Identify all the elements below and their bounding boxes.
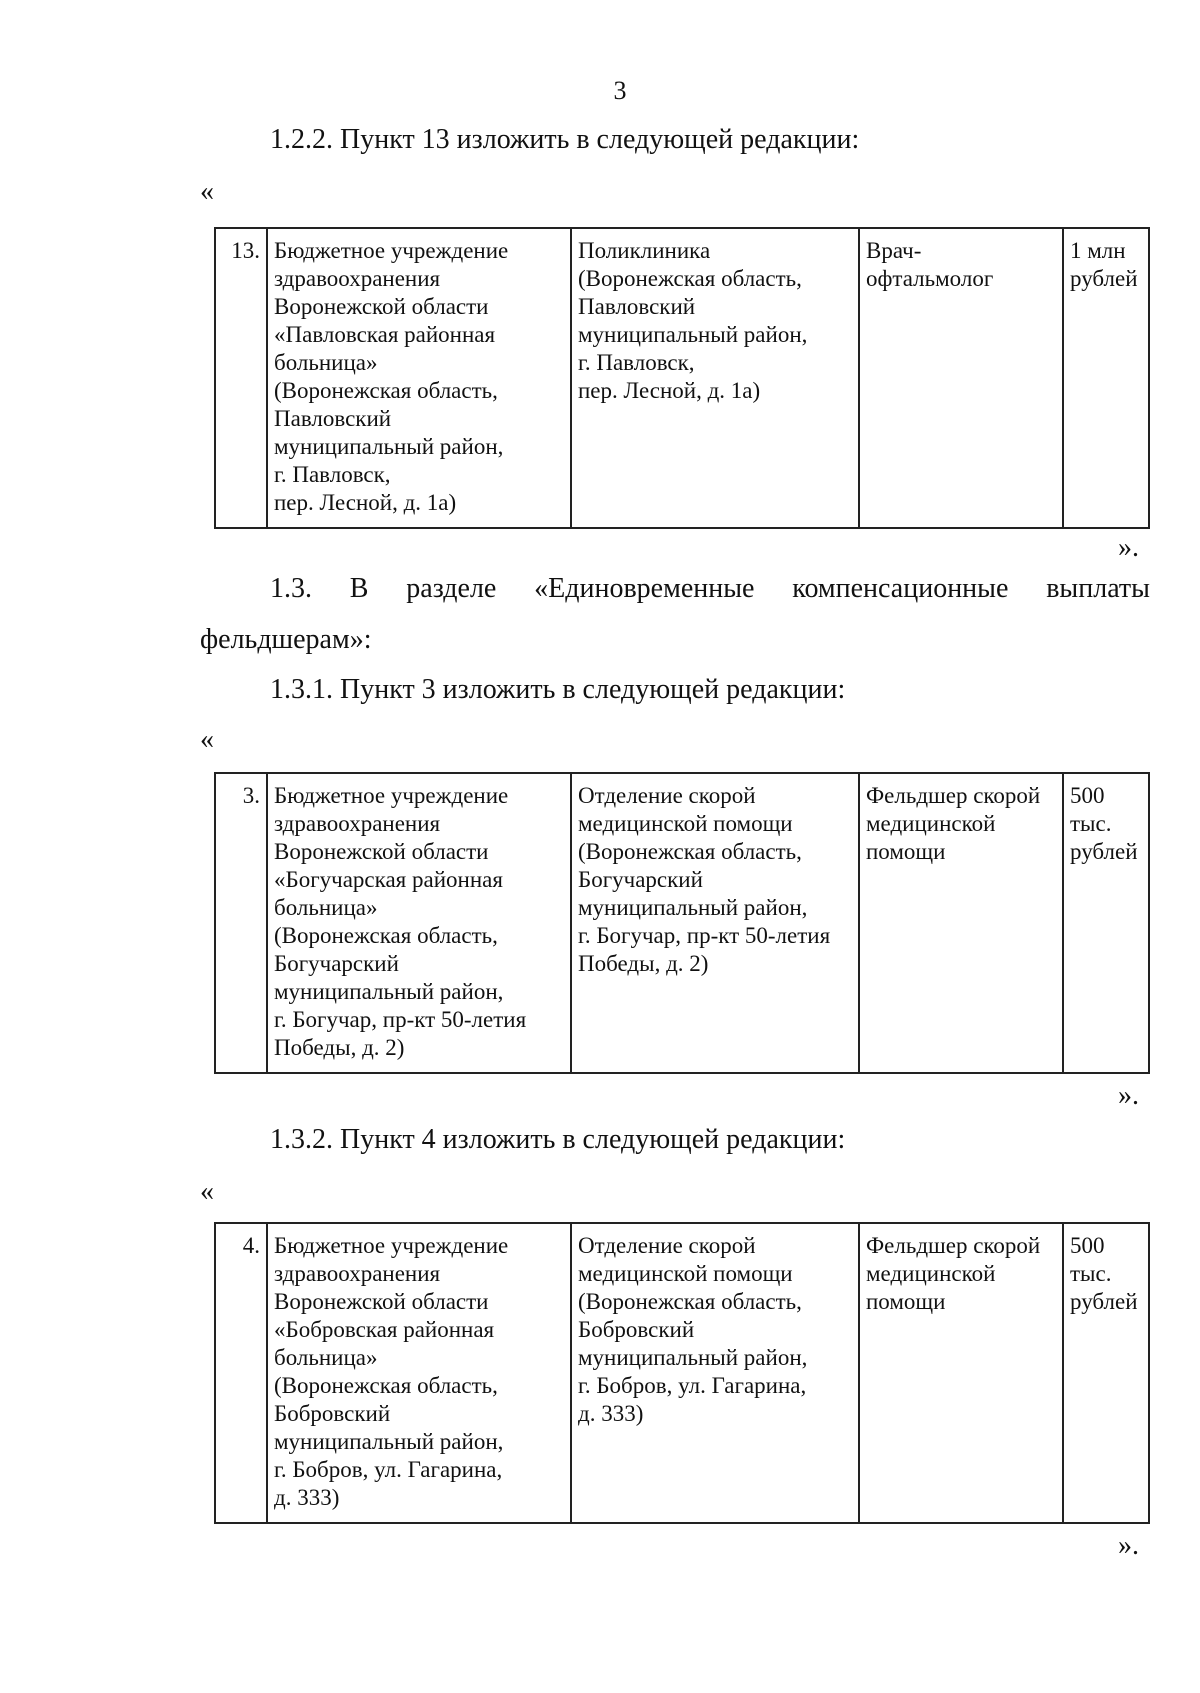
institution-line: Бюджетное учреждение	[274, 1233, 509, 1258]
institution-line: здравоохранения	[274, 1261, 441, 1286]
position-line: офтальмолог	[866, 266, 994, 291]
institution-line: Павловский	[274, 406, 392, 431]
section-paragraph-1-3	[270, 573, 1150, 605]
department-line: Победы, д. 2)	[578, 951, 709, 976]
department-line: медицинской помощи	[578, 811, 793, 836]
row-number: 3.	[215, 773, 267, 1073]
department-line: Отделение скорой	[578, 1233, 756, 1258]
amount-line: рублей	[1070, 839, 1138, 864]
section-heading-1-3-2: 1.3.2. Пункт 4 изложить в следующей редакции:	[270, 1124, 846, 1155]
institution-line: муниципальный район,	[274, 434, 504, 459]
department-line: пер. Лесной, д. 1а)	[578, 378, 761, 403]
section-heading-1-2-2: 1.2.2. Пункт 13 изложить в следующей редакции:	[270, 124, 860, 155]
table-item-4	[214, 1222, 1150, 1524]
amount-line: рублей	[1070, 1289, 1138, 1314]
institution-line: Бобровский	[274, 1401, 391, 1426]
institution-line: «Бобровская районная	[274, 1317, 495, 1342]
position-cell	[859, 228, 1063, 528]
position-line: помощи	[866, 1289, 946, 1314]
table-item-13	[214, 227, 1150, 529]
paragraph-word: 1.3.	[270, 573, 312, 604]
position-line: медицинской	[866, 1261, 996, 1286]
institution-line: Воронежской области	[274, 839, 489, 864]
institution-line: г. Богучар, пр-кт 50-летия	[274, 1007, 527, 1032]
paragraph-word: разделе	[406, 573, 497, 604]
department-line: муниципальный район,	[578, 895, 808, 920]
institution-line: здравоохранения	[274, 266, 441, 291]
paragraph-word: «Единовременные	[534, 573, 755, 604]
row-number: 13.	[215, 228, 267, 528]
amount-line: 1 млн	[1070, 238, 1126, 263]
institution-line: Бюджетное учреждение	[274, 783, 509, 808]
department-line: г. Павловск,	[578, 350, 695, 375]
department-line: Павловский	[578, 294, 696, 319]
close-quote: ».	[1118, 532, 1139, 563]
department-line: г. Богучар, пр-кт 50-летия	[578, 923, 831, 948]
institution-line: (Воронежская область,	[274, 378, 498, 403]
institution-line: (Воронежская область,	[274, 1373, 498, 1398]
page-number: 3	[613, 76, 627, 105]
institution-cell	[267, 1223, 571, 1523]
department-cell	[571, 773, 859, 1073]
department-line: муниципальный район,	[578, 322, 808, 347]
institution-line: Победы, д. 2)	[274, 1035, 405, 1060]
amount-line: 500	[1070, 783, 1105, 808]
department-line: (Воронежская область,	[578, 839, 802, 864]
close-quote: ».	[1118, 1080, 1139, 1111]
position-line: помощи	[866, 839, 946, 864]
institution-line: больница»	[274, 895, 378, 920]
table-row	[215, 228, 1149, 528]
department-cell	[571, 1223, 859, 1523]
close-quote: ».	[1118, 1530, 1139, 1561]
institution-line: г. Павловск,	[274, 462, 391, 487]
institution-cell	[267, 228, 571, 528]
department-line: г. Бобров, ул. Гагарина,	[578, 1373, 807, 1398]
position-cell	[859, 1223, 1063, 1523]
department-line: (Воронежская область,	[578, 266, 802, 291]
institution-line: Бюджетное учреждение	[274, 238, 509, 263]
open-quote: «	[200, 724, 214, 755]
institution-line: г. Бобров, ул. Гагарина,	[274, 1457, 503, 1482]
amount-line: тыс.	[1070, 811, 1112, 836]
position-line: медицинской	[866, 811, 996, 836]
department-line: Бобровский	[578, 1317, 695, 1342]
table-row	[215, 1223, 1149, 1523]
institution-line: здравоохранения	[274, 811, 441, 836]
department-line: д. 333)	[578, 1401, 644, 1426]
row-number: 4.	[215, 1223, 267, 1523]
table-item-3	[214, 772, 1150, 1074]
institution-line: «Богучарская районная	[274, 867, 503, 892]
amount-line: 500	[1070, 1233, 1105, 1258]
institution-line: муниципальный район,	[274, 979, 504, 1004]
department-line: (Воронежская область,	[578, 1289, 802, 1314]
institution-line: Воронежской области	[274, 294, 489, 319]
amount-line: тыс.	[1070, 1261, 1112, 1286]
institution-line: Богучарский	[274, 951, 399, 976]
paragraph-word: В	[349, 573, 369, 604]
institution-cell	[267, 773, 571, 1073]
amount-cell	[1063, 773, 1149, 1073]
institution-line: муниципальный район,	[274, 1429, 504, 1454]
amount-line: рублей	[1070, 266, 1138, 291]
department-line: медицинской помощи	[578, 1261, 793, 1286]
paragraph-continuation: фельдшерам»:	[200, 624, 372, 655]
department-line: Поликлиника	[578, 238, 711, 263]
institution-line: (Воронежская область,	[274, 923, 498, 948]
open-quote: «	[200, 1176, 214, 1207]
department-cell	[571, 228, 859, 528]
position-line: Фельдшер скорой	[866, 783, 1041, 808]
table-row	[215, 773, 1149, 1073]
department-line: муниципальный район,	[578, 1345, 808, 1370]
open-quote: «	[200, 176, 214, 207]
position-line: Фельдшер скорой	[866, 1233, 1041, 1258]
amount-cell	[1063, 228, 1149, 528]
institution-line: больница»	[274, 1345, 378, 1370]
paragraph-word: выплаты	[1046, 573, 1150, 604]
institution-line: пер. Лесной, д. 1а)	[274, 490, 457, 515]
position-line: Врач-	[866, 238, 922, 263]
department-line: Отделение скорой	[578, 783, 756, 808]
institution-line: Воронежской области	[274, 1289, 489, 1314]
section-heading-1-3-1: 1.3.1. Пункт 3 изложить в следующей редакции:	[270, 674, 846, 705]
paragraph-word: компенсационные	[792, 573, 1009, 604]
institution-line: «Павловская районная	[274, 322, 496, 347]
institution-line: больница»	[274, 350, 378, 375]
amount-cell	[1063, 1223, 1149, 1523]
department-line: Богучарский	[578, 867, 703, 892]
institution-line: д. 333)	[274, 1485, 340, 1510]
position-cell	[859, 773, 1063, 1073]
